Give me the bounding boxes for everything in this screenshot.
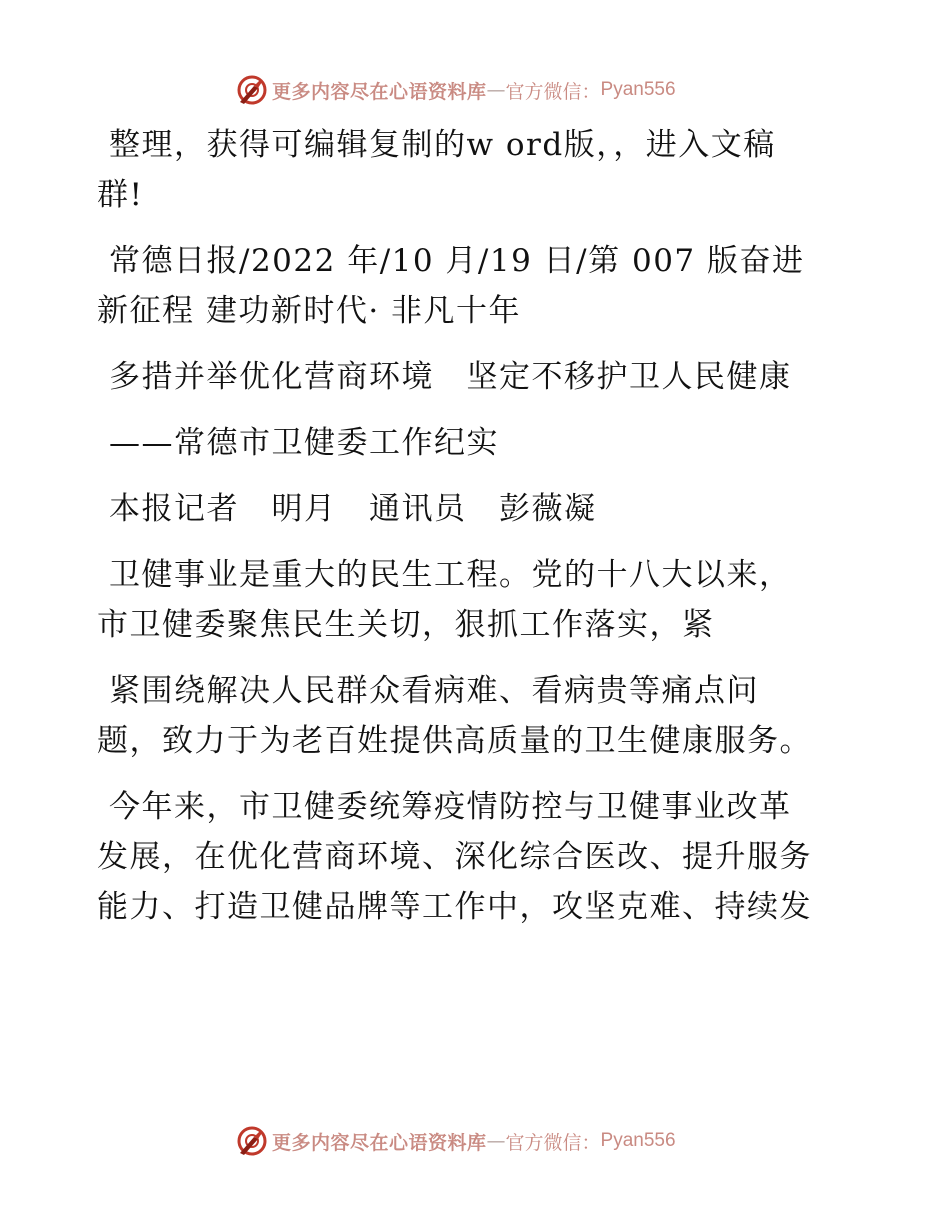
body2-line-2: 题，致力于为老百姓提供高质量的卫生健康服务。 xyxy=(97,723,812,759)
body2-line-1: 紧围绕解决人民群众看病难、看病贵等痛点问 xyxy=(109,673,759,709)
byline xyxy=(97,484,857,534)
source-paragraph xyxy=(97,236,857,336)
footer-watermark xyxy=(236,1124,676,1158)
source-line-1: 常德日报/2022 年/10 月/19 日/第 007 版奋进 xyxy=(109,243,805,279)
body1-line-2: 市卫健委聚焦民生关切，狠抓工作落实，紧 xyxy=(97,607,715,643)
intro-line-2: 群! xyxy=(97,177,144,213)
header-watermark xyxy=(236,73,676,107)
body-paragraph-2 xyxy=(97,666,857,766)
brand-logo-icon xyxy=(236,1125,268,1157)
watermark-wechat-id: Pyan556 xyxy=(600,1130,676,1151)
body3-line-2: 发展，在优化营商环境、深化综合医改、提升服务 xyxy=(97,839,812,875)
watermark-brand: 更多内容尽在心语资料库 xyxy=(272,80,487,103)
body3-line-3: 能力、打造卫健品牌等工作中，攻坚克难、持续发 xyxy=(97,889,812,925)
watermark-official-label: 官方微信： xyxy=(505,80,601,103)
intro-paragraph xyxy=(97,120,857,220)
subtitle-text: ——常德市卫健委工作纪实 xyxy=(109,425,499,461)
body-paragraph-1 xyxy=(97,550,857,650)
intro-line-1: 整理，获得可编辑复制的w ord版，，进入文稿 xyxy=(109,127,776,163)
watermark-wechat-id: Pyan556 xyxy=(600,79,676,100)
body3-line-1: 今年来，市卫健委统筹疫情防控与卫健事业改革 xyxy=(109,789,792,825)
brand-logo-icon xyxy=(236,74,268,106)
body-paragraph-3 xyxy=(97,782,857,932)
watermark-dash: — xyxy=(486,1130,506,1152)
subtitle xyxy=(97,418,857,468)
watermark-dash: — xyxy=(486,79,506,101)
source-line-2: 新征程 建功新时代· 非凡十年 xyxy=(97,293,522,329)
headline xyxy=(97,352,857,402)
body1-line-1: 卫健事业是重大的民生工程。党的十八大以来， xyxy=(109,557,792,593)
headline-text: 多措并举优化营商环境 坚定不移护卫人民健康 xyxy=(109,359,792,395)
document-body xyxy=(97,120,857,948)
byline-text: 本报记者 明月 通讯员 彭薇凝 xyxy=(109,491,597,527)
watermark-official-label: 官方微信： xyxy=(505,1131,601,1154)
watermark-brand: 更多内容尽在心语资料库 xyxy=(272,1131,487,1154)
